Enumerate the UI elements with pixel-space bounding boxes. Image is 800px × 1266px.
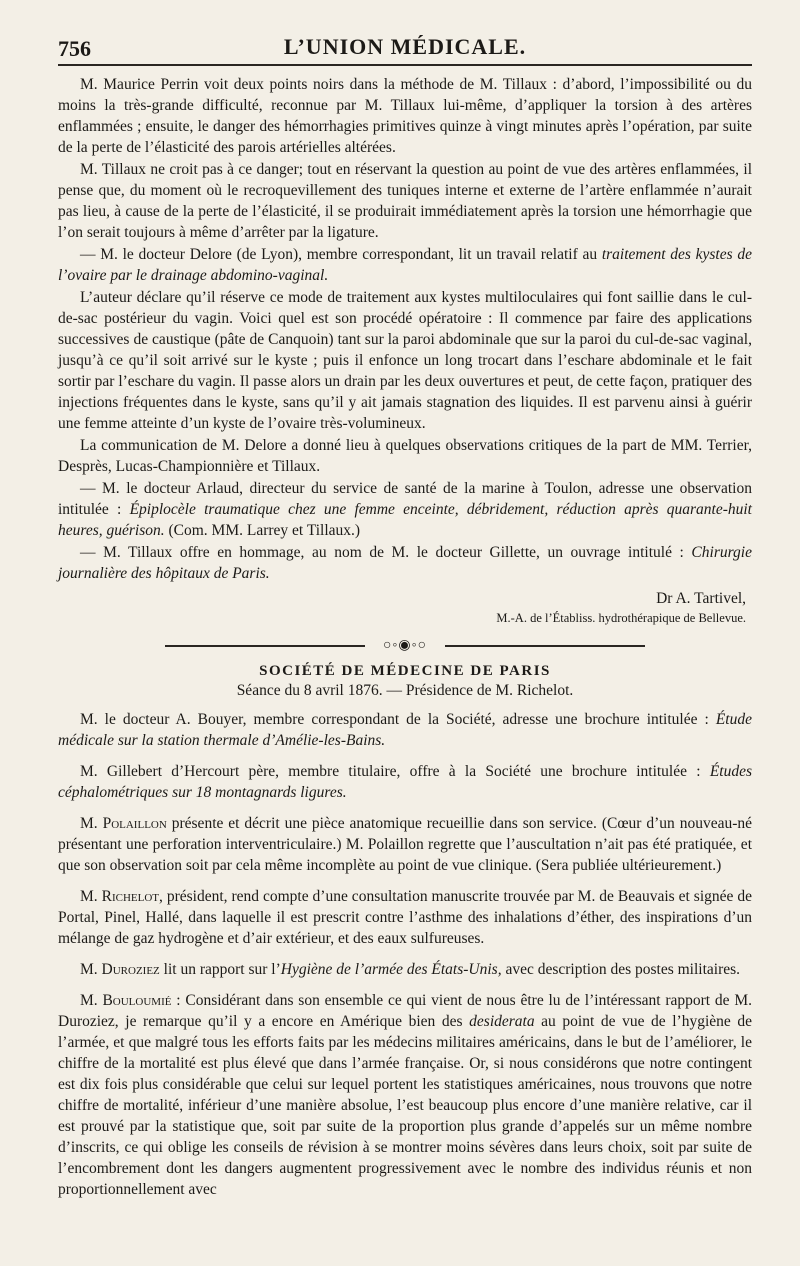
paragraph <box>58 990 752 1200</box>
paragraph-text: M. le docteur A. Bouyer, membre correspondant de la Société, adresse une brochure intitulée : <box>80 711 716 728</box>
paragraph <box>58 542 752 584</box>
paragraph: L’auteur déclare qu’il réserve ce mode de traitement aux kystes multiloculaires qui font saillie dans le cul-de-sac postérieur du vagin. Voici quel est son procédé opératoire : Il commence par faire des applications successives de caustique (pâte de Canquoin) tant sur la paroi abdominale que sur la paroi du cul-de-sac vaginal, jusqu’à ce qu’il soit arrivé sur le kyste ; puis il enfonce un long trocart dans l’eschare abdominale et le fait sortir par l’eschare du vagin. Il passe alors un drain par les deux ouvertures et peut, de cette façon, pratiquer des injections fréquentes dans le kyste, sans qu’il y ait jamais stagnation des liquides. Il est parvenu ainsi à guérir une femme atteinte d’un kyste de l’ovaire très-volumineux. <box>58 289 752 432</box>
divider-rule-right <box>445 645 645 647</box>
paragraph: M. Maurice Perrin voit deux points noirs dans la méthode de M. Tillaux : d’abord, l’impossibilité ou du moins la très-grande difficulté, reconnue par M. Tillaux lui-même, d’appliquer la torsion à des artères enflammées ; ensuite, le danger des hémorrhagies primitives quinze à vingt minutes après l’opération, par suite de la perte de l’élasticité des parois artérielles altérées. <box>58 76 752 156</box>
work-title: Hygiène de l’armée des États-Unis, <box>280 961 502 978</box>
speaker-name: M. Polaillon <box>80 815 167 832</box>
paragraph-text: avec description des postes militaires. <box>501 961 741 978</box>
paragraph <box>58 761 752 803</box>
paragraph-text: — M. le docteur Delore (de Lyon), membre correspondant, lit un travail relatif au <box>80 246 602 263</box>
spacer <box>58 803 752 813</box>
paragraph-text: : Considérant dans son ensemble ce qui vient de nous être lu de l’intéressant rapport de M. Duroziez, je remarque qu’il y a encore en Amérique bien des <box>58 992 753 1030</box>
paragraph <box>58 478 752 541</box>
work-title: Études céphalométriques sur 18 montagnards ligures. <box>58 763 752 801</box>
paragraph-text: — M. le docteur Arlaud, directeur du service de santé de la marine à Toulon, adresse une observation intitulée : <box>58 480 752 518</box>
paragraph <box>58 709 752 751</box>
paragraph <box>58 959 752 980</box>
section-subtitle: Séance du 8 avril 1876. — Présidence de M. Richelot. <box>236 682 574 699</box>
journal-title: L’UNION MÉDICALE. <box>283 34 527 59</box>
section-title: SOCIÉTÉ DE MÉDECINE DE PARIS <box>259 663 551 679</box>
ornament-icon: ○◦◉◦○ <box>382 638 428 653</box>
paragraph: La communication de M. Delore a donné lieu à quelques observations critiques de la part de MM. Terrier, Desprès, Lucas-Championnière et Tillaux. <box>58 437 752 475</box>
signature-name: Dr A. Tartivel, <box>656 590 746 607</box>
paragraph-text: — M. Tillaux offre en hommage, au nom de M. le docteur Gillette, un ouvrage intitulé : <box>80 544 692 561</box>
speaker-name: M. Richelot, <box>80 888 163 905</box>
spacer <box>58 876 752 886</box>
paragraph-text: (Com. MM. Larrey et Tillaux.) <box>164 522 361 539</box>
work-title: Étude médicale sur la station thermale d’Amélie-les-Bains. <box>58 711 752 749</box>
latin-term: desiderata <box>469 1013 535 1030</box>
paragraph <box>58 813 752 876</box>
paragraph-text: M. Gillebert d’Hercourt père, membre titulaire, offre à la Société une brochure intitulée : <box>80 763 710 780</box>
speaker-name: M. Bouloumié <box>80 992 172 1009</box>
work-title: Chirurgie journalière des hôpitaux de Paris. <box>58 544 752 582</box>
article-body <box>58 74 752 1200</box>
signature-role: M.-A. de l’Établiss. hydrothérapique de Bellevue. <box>496 611 746 625</box>
paragraph-text: lit un rapport sur l’ <box>159 961 281 978</box>
page-header <box>58 30 752 66</box>
section-divider <box>165 637 645 655</box>
paragraph-text: au point de vue de l’hygiène de l’armée, et que malgré tous les efforts faits par les médecins militaires américains, dans le but de l’améliorer, le chiffre de la mortalité est plus élevé que dans l’armée française. Or, si nous considérons que notre contingent est dix fois plus considérable que celui sur lequel portent les statistiques américaines, nous trouvons que notre chiffre de mortalité, inférieur d’une manière absolue, l’est beaucoup plus encore d’une manière relative, car il est prouvé par la statistique que, soit par suite de la proportion plus grande d’appelés sur un même nombre d’inscrits, ce qui oblige les conseils de révision à se montrer moins sévères dans leurs choix, soit par suite de l’encombrement dont les dangers augmentent progressivement avec le nombre des individus réunis et non proportionnellement avec <box>58 1013 753 1198</box>
paragraph <box>58 886 752 949</box>
paragraph-text: présente et décrit une pièce anatomique recueillie dans son service. (Cœur d’un nouveau-né présentant une perforation interventriculaire.) M. Polaillon regrette que l’auscultation n’ait pas été pratiquée, et que son observation soit par cela même incomplète au point de vue clinique. (Sera publiée ultérieurement.) <box>58 815 752 874</box>
spacer <box>58 980 752 990</box>
paragraph: M. Tillaux ne croit pas à ce danger; tout en réservant la question au point de vue des artères enflammées, il pense que, du moment où le recroquevillement des tuniques interne et externe de l’artère enflammée n’aurait pas lieu, à cause de la perte de l’élasticité, il se produirait immédiatement après la torsion une hémorrhagie que l’on serait toujours à même d’arrêter par la ligature. <box>58 161 752 241</box>
speaker-name: M. Duroziez <box>80 961 160 978</box>
work-title: Épiplocèle traumatique chez une femme enceinte, débridement, réduction après quarante-huit heures, guérison. <box>58 501 752 539</box>
page-number: 756 <box>58 36 91 61</box>
paragraph-text: président, rend compte d’une consultation manuscrite trouvée par M. de Beauvais et signée de Portal, Pinel, Hallé, dans laquelle il est prescrit contre l’asthme des inhalations d’éther, des inspirations d’un mélange de gaz hydrogène et d’air extérieur, et des eaux sulfureuses. <box>58 888 752 947</box>
spacer <box>58 949 752 959</box>
spacer <box>58 751 752 761</box>
work-title: traitement des kystes de l’ovaire par le drainage abdomino-vaginal. <box>58 246 752 284</box>
divider-rule-left <box>165 645 365 647</box>
paragraph <box>58 244 752 286</box>
